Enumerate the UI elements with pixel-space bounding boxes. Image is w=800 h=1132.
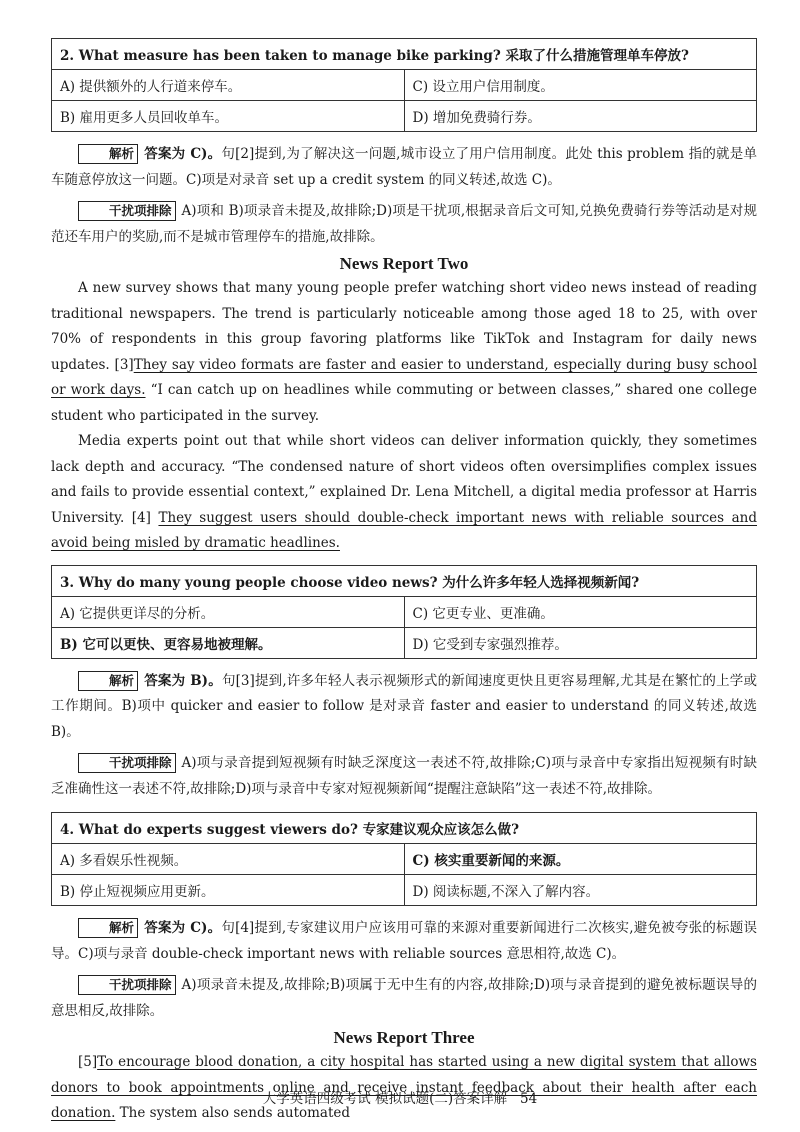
question-2-text: 2. What measure has been taken to manage bike parking? 采取了什么措施管理单车停放? (52, 39, 757, 70)
q4-option-c: C) 核实重要新闻的来源。 (404, 844, 757, 875)
q2-option-b: B) 雇用更多人员回收单车。 (52, 101, 405, 132)
report-two-p2-underlined: They suggest users should double-check important news with reliable sources and avoid being misled by dramatic headlines. (51, 509, 757, 551)
q2-option-c: C) 设立用户信用制度。 (404, 70, 757, 101)
q3-distractor (51, 751, 757, 802)
analysis-tag: 解析 (78, 918, 138, 938)
q3-option-d: D) 它受到专家强烈推荐。 (404, 627, 757, 658)
q2-option-d: D) 增加免费骑行券。 (404, 101, 757, 132)
report-two-p2-text: Media experts point out that while short videos can deliver information quickly, they sometimes lack depth and accuracy. “The condensed nature of short videos often oversimplifies complex issues and fails to provide essential context,” explained Dr. Lena Mitchell, a digital media professor at Harris University. [4] (51, 433, 757, 526)
report-three-p1-text: The system also sends automated (115, 1105, 351, 1121)
analysis-tag: 解析 (78, 144, 138, 164)
q2-analysis (51, 142, 757, 193)
q4-option-b: B) 停止短视频应用更新。 (52, 875, 405, 906)
q4-option-a: A) 多看娱乐性视频。 (52, 844, 405, 875)
q2-answer: 答案为 C)。 (144, 146, 222, 162)
q2-distractor-text: A)项和 B)项录音未提及,故排除;D)项是干扰项,根据录音后文可知,兑换免费骑行券等活动是对规范还车用户的奖励,而不是城市管理停车的措施,故排除。 (51, 203, 757, 245)
report-two-paragraph-1 (51, 276, 757, 429)
q3-option-c: C) 它更专业、更准确。 (404, 596, 757, 627)
report-three-p1-marker: [5] (78, 1054, 98, 1070)
question-3-text: 3. Why do many young people choose video news? 为什么许多年轻人选择视频新闻? (52, 565, 757, 596)
q3-option-b: B) 它可以更快、更容易地被理解。 (52, 627, 405, 658)
distractor-tag: 干扰项排除 (78, 201, 176, 221)
q2-analysis-text: 句[2]提到,为了解决这一问题,城市设立了用户信用制度。此处 this problem 指的就是单车随意停放这一问题。C)项是对录音 set up a credit system 的同义转述,故选 C)。 (51, 146, 757, 188)
q4-distractor (51, 973, 757, 1024)
question-2-table (51, 38, 757, 132)
page-footer (0, 1087, 800, 1107)
distractor-tag: 干扰项排除 (78, 753, 176, 773)
distractor-tag: 干扰项排除 (78, 975, 176, 995)
q4-answer: 答案为 C)。 (144, 920, 222, 936)
q3-distractor-text: A)项与录音提到短视频有时缺乏深度这一表述不符,故排除;C)项与录音中专家指出短视频有时缺乏准确性这一表述不符,故排除;D)项与录音中专家对短视频新闻“提醒注意缺陷”这一表述不符,故排除。 (51, 755, 757, 797)
q3-option-a: A) 它提供更详尽的分析。 (52, 596, 405, 627)
question-4-table (51, 812, 757, 906)
q3-analysis (51, 669, 757, 746)
q3-analysis-text: 句[3]提到,许多年轻人表示视频形式的新闻速度更快且更容易理解,尤其是在繁忙的上学或工作期间。B)项中 quicker and easier to follow 是对录音 faster and easier to understand 的同义转述,故选 B)。 (51, 672, 757, 740)
q2-distractor (51, 199, 757, 250)
report-two-p1-quote: “I can catch up on headlines while commuting or between classes,” shared one college student who participated in the survey. (51, 382, 757, 424)
q4-distractor-text: A)项录音未提及,故排除;B)项属于无中生有的内容,故排除;D)项与录音提到的避免被标题误导的意思相反,故排除。 (51, 977, 757, 1019)
q3-answer: 答案为 B)。 (144, 672, 222, 689)
report-three-p1-underlined: To encourage blood donation, a city hospital has started using a new digital system that allows donors to book appointments online and receive instant feedback about their health after each donation. (51, 1054, 757, 1121)
footer-text: 大学英语四级考试 模拟试题(二)答案详解 (262, 1091, 508, 1107)
report-two-title: News Report Two (339, 254, 469, 273)
report-two-p1-underlined: They say video formats are faster and easier to understand, especially during busy school or work days. (51, 356, 758, 398)
q2-option-a: A) 提供额外的人行道来停车。 (52, 70, 405, 101)
q4-analysis-text: 句[4]提到,专家建议用户应该用可靠的来源对重要新闻进行二次核实,避免被夸张的标题误导。C)项与录音 double-check important news with reliable sources 意思相符,故选 C)。 (51, 920, 757, 962)
page-number: 54 (520, 1091, 538, 1107)
analysis-tag: 解析 (78, 671, 138, 691)
page-content (51, 38, 757, 1127)
report-two-paragraph-2 (51, 429, 757, 557)
report-three-title: News Report Three (333, 1028, 475, 1047)
q4-option-d: D) 阅读标题,不深入了解内容。 (404, 875, 757, 906)
report-two-p1-text: A new survey shows that many young people prefer watching short video news instead of reading traditional newspapers. The trend is particularly noticeable among those aged 18 to 25, with over 70% of respondents in this group favoring platforms like TikTok and Instagram for daily news updates. [3] (51, 280, 757, 373)
question-4-text: 4. What do experts suggest viewers do? 专家建议观众应该怎么做? (52, 813, 757, 844)
question-3-table (51, 565, 757, 659)
q4-analysis (51, 916, 757, 967)
